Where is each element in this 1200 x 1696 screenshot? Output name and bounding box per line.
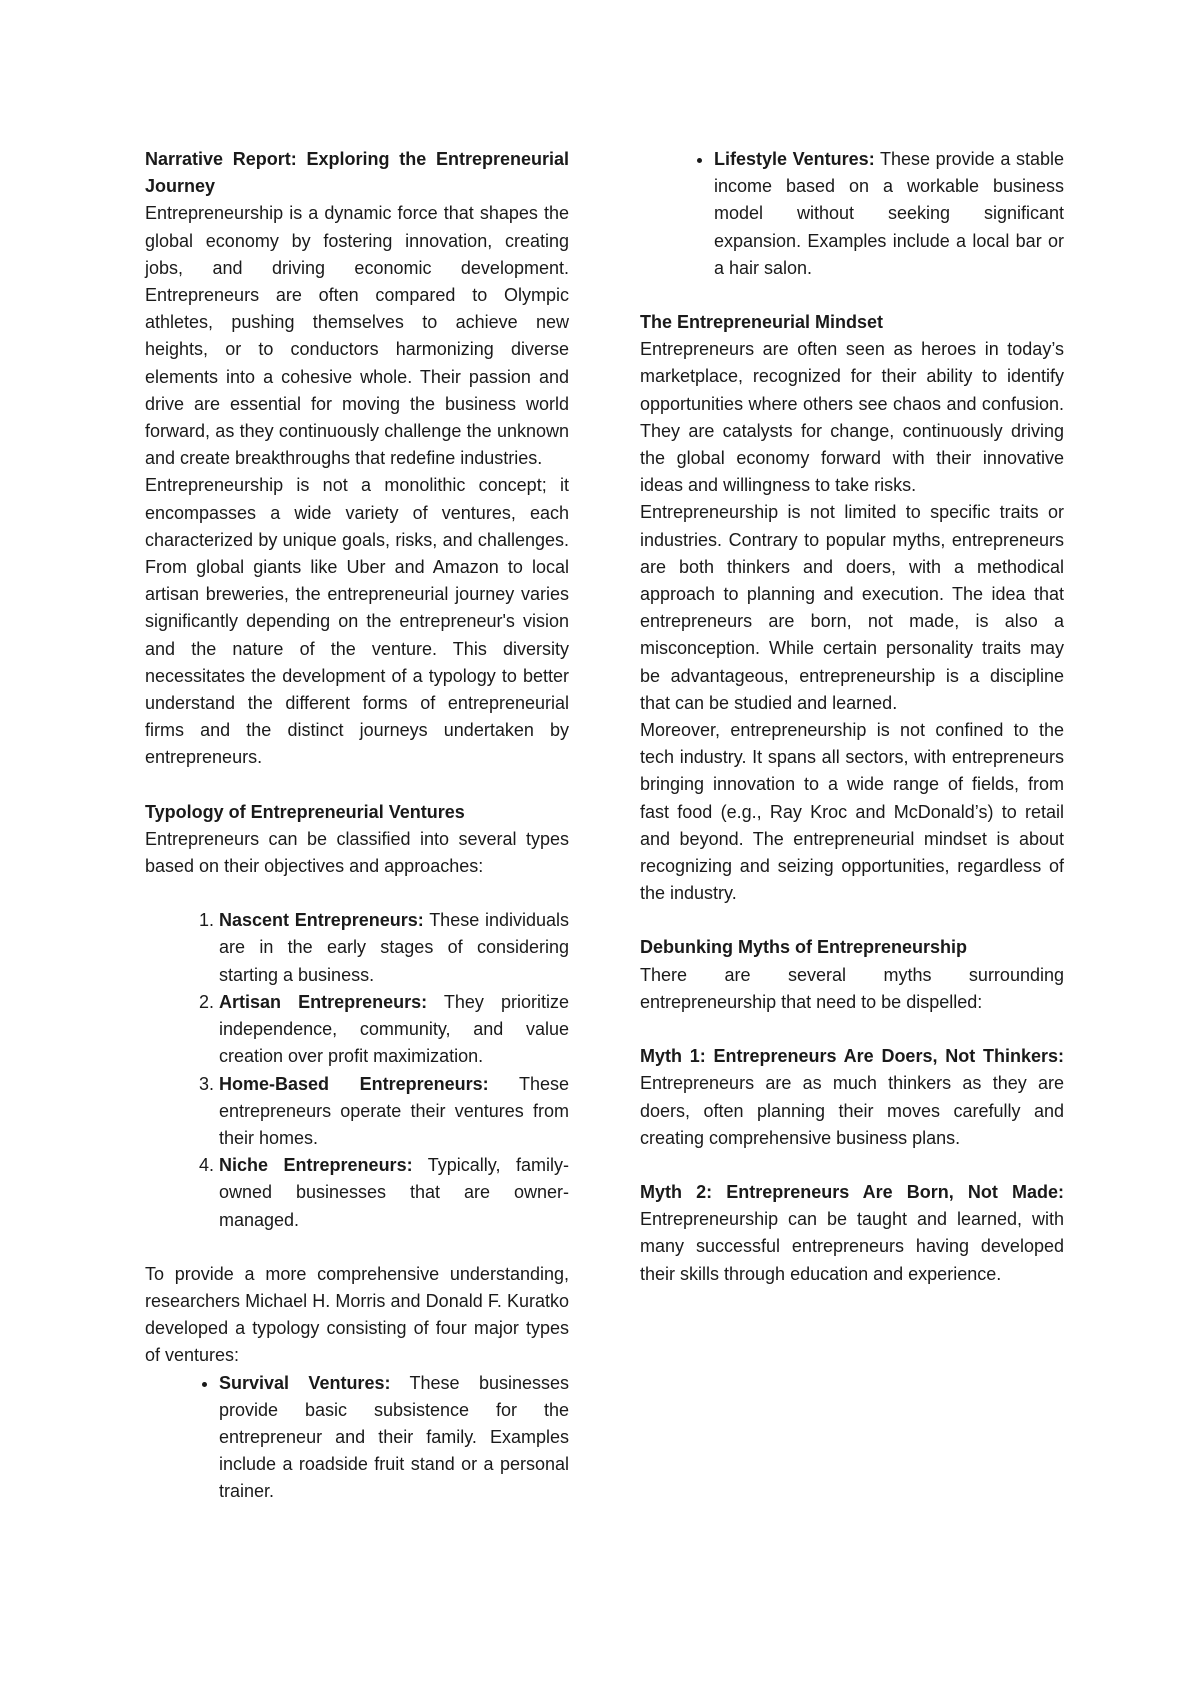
typology-intro: Entrepreneurs can be classified into several types based on their objectives and approaches: <box>145 828 569 877</box>
list-item-desc: These entrepreneurs operate their ventures from their homes. <box>219 1073 569 1148</box>
list-item-desc: They prioritize independence, community, and value creation over profit maximization. <box>219 991 569 1067</box>
venture-types-list <box>145 1370 569 1506</box>
typology-heading: Typology of Entrepreneurial Ventures <box>145 801 465 822</box>
mindset-heading: The Entrepreneurial Mindset <box>640 312 884 333</box>
list-item <box>219 989 569 1071</box>
myths-intro: There are several myths surrounding entrepreneurship that need to be dispelled: <box>640 964 1064 1012</box>
morris-kuratko-paragraph: To provide a more comprehensive understanding, researchers Michael H. Morris and Donald F. Kuratko developed a typology consisting of four major types of ventures: <box>145 1263 569 1366</box>
list-item <box>219 1071 569 1153</box>
myths-heading: Debunking Myths of Entrepreneurship <box>640 937 968 958</box>
myth-desc: Entrepreneurs are as much thinkers as they are doers, often planning their moves carefully and creating comprehensive business plans. <box>640 1073 1064 1148</box>
list-item-desc: These businesses provide basic subsistence for the entrepreneur and their family. Examples include a roadside fruit stand or a personal trainer. <box>219 1372 569 1502</box>
entrepreneur-types-list <box>145 907 569 1233</box>
mindset-paragraph-1: Entrepreneurs are often seen as heroes in today’s marketplace, recognized for their ability to identify opportunities where others see chaos and confusion. They are catalysts for change, continuously driving the global economy forward with their innovative ideas and willingness to take risks. <box>640 339 1064 496</box>
myth-item <box>640 1179 1064 1288</box>
intro-paragraph-2: Entrepreneurship is not a monolithic concept; it encompasses a wide variety of ventures, each characterized by unique goals, risks, and challenges. From global giants like Uber and Amazon to local artisan breweries, the entrepreneurial journey varies significantly depending on the entrepreneur's vision and the nature of the venture. This diversity necessitates the development of a typology to better understand the different forms of entrepreneurial firms and the distinct journeys undertaken by entrepreneurs. <box>145 475 569 768</box>
myth-item <box>640 1043 1064 1152</box>
venture-types-list-2 <box>640 146 1064 282</box>
list-item <box>219 1152 569 1234</box>
list-item-desc: These provide a stable income based on a workable business model without seeking significant expansion. Examples include a local bar or a hair salon. <box>714 149 1064 278</box>
list-item <box>714 146 1064 282</box>
mindset-paragraph-3: Moreover, entrepreneurship is not confined to the tech industry. It spans all sectors, with entrepreneurs bringing innovation to a wide range of fields, from fast food (e.g., Ray Kroc and McDonald’s) to retail and beyond. The entrepreneurial mindset is about recognizing and seizing opportunities, regardless of the industry. <box>640 720 1064 904</box>
list-item-term: Artisan Entrepreneurs: <box>219 991 428 1012</box>
list-item-desc: These individuals are in the early stages of considering starting a business. <box>219 910 569 985</box>
left-column <box>145 146 569 1506</box>
list-item <box>219 907 569 989</box>
myth-term: Myth 2: Entrepreneurs Are Born, Not Made: <box>640 1181 1064 1202</box>
intro-paragraph-1: Entrepreneurship is a dynamic force that shapes the global economy by fostering innovation, creating jobs, and driving economic development. Entrepreneurs are often compared to Olympic athletes, pushing themselves to achieve new heights, or to conductors harmonizing diverse elements into a cohesive whole. Their passion and drive are essential for moving the business world forward, as they continuously challenge the unknown and create breakthroughs that redefine industries. <box>145 203 569 469</box>
list-item-term: Lifestyle Ventures: <box>714 149 875 169</box>
report-title: Narrative Report: Exploring the Entrepreneurial Journey <box>145 149 569 197</box>
list-item-term: Home-Based Entrepreneurs: <box>219 1073 489 1094</box>
list-item <box>219 1370 569 1506</box>
myth-term: Myth 1: Entrepreneurs Are Doers, Not Thinkers: <box>640 1046 1064 1067</box>
list-item-term: Niche Entrepreneurs: <box>219 1155 413 1176</box>
right-column <box>640 146 1064 1288</box>
myth-desc: Entrepreneurship can be taught and learned, with many successful entrepreneurs having developed their skills through education and experience. <box>640 1209 1064 1284</box>
list-item-term: Nascent Entrepreneurs: <box>219 910 424 931</box>
mindset-paragraph-2: Entrepreneurship is not limited to specific traits or industries. Contrary to popular myths, entrepreneurs are both thinkers and doers, with a methodical approach to planning and execution. The idea that entrepreneurs are born, not made, is also a misconception. While certain personality traits may be advantageous, entrepreneurship is a discipline that can be studied and learned. <box>640 502 1064 713</box>
list-item-desc: Typically, family-owned businesses that are owner-managed. <box>219 1155 569 1230</box>
list-item-term: Survival Ventures: <box>219 1372 391 1393</box>
